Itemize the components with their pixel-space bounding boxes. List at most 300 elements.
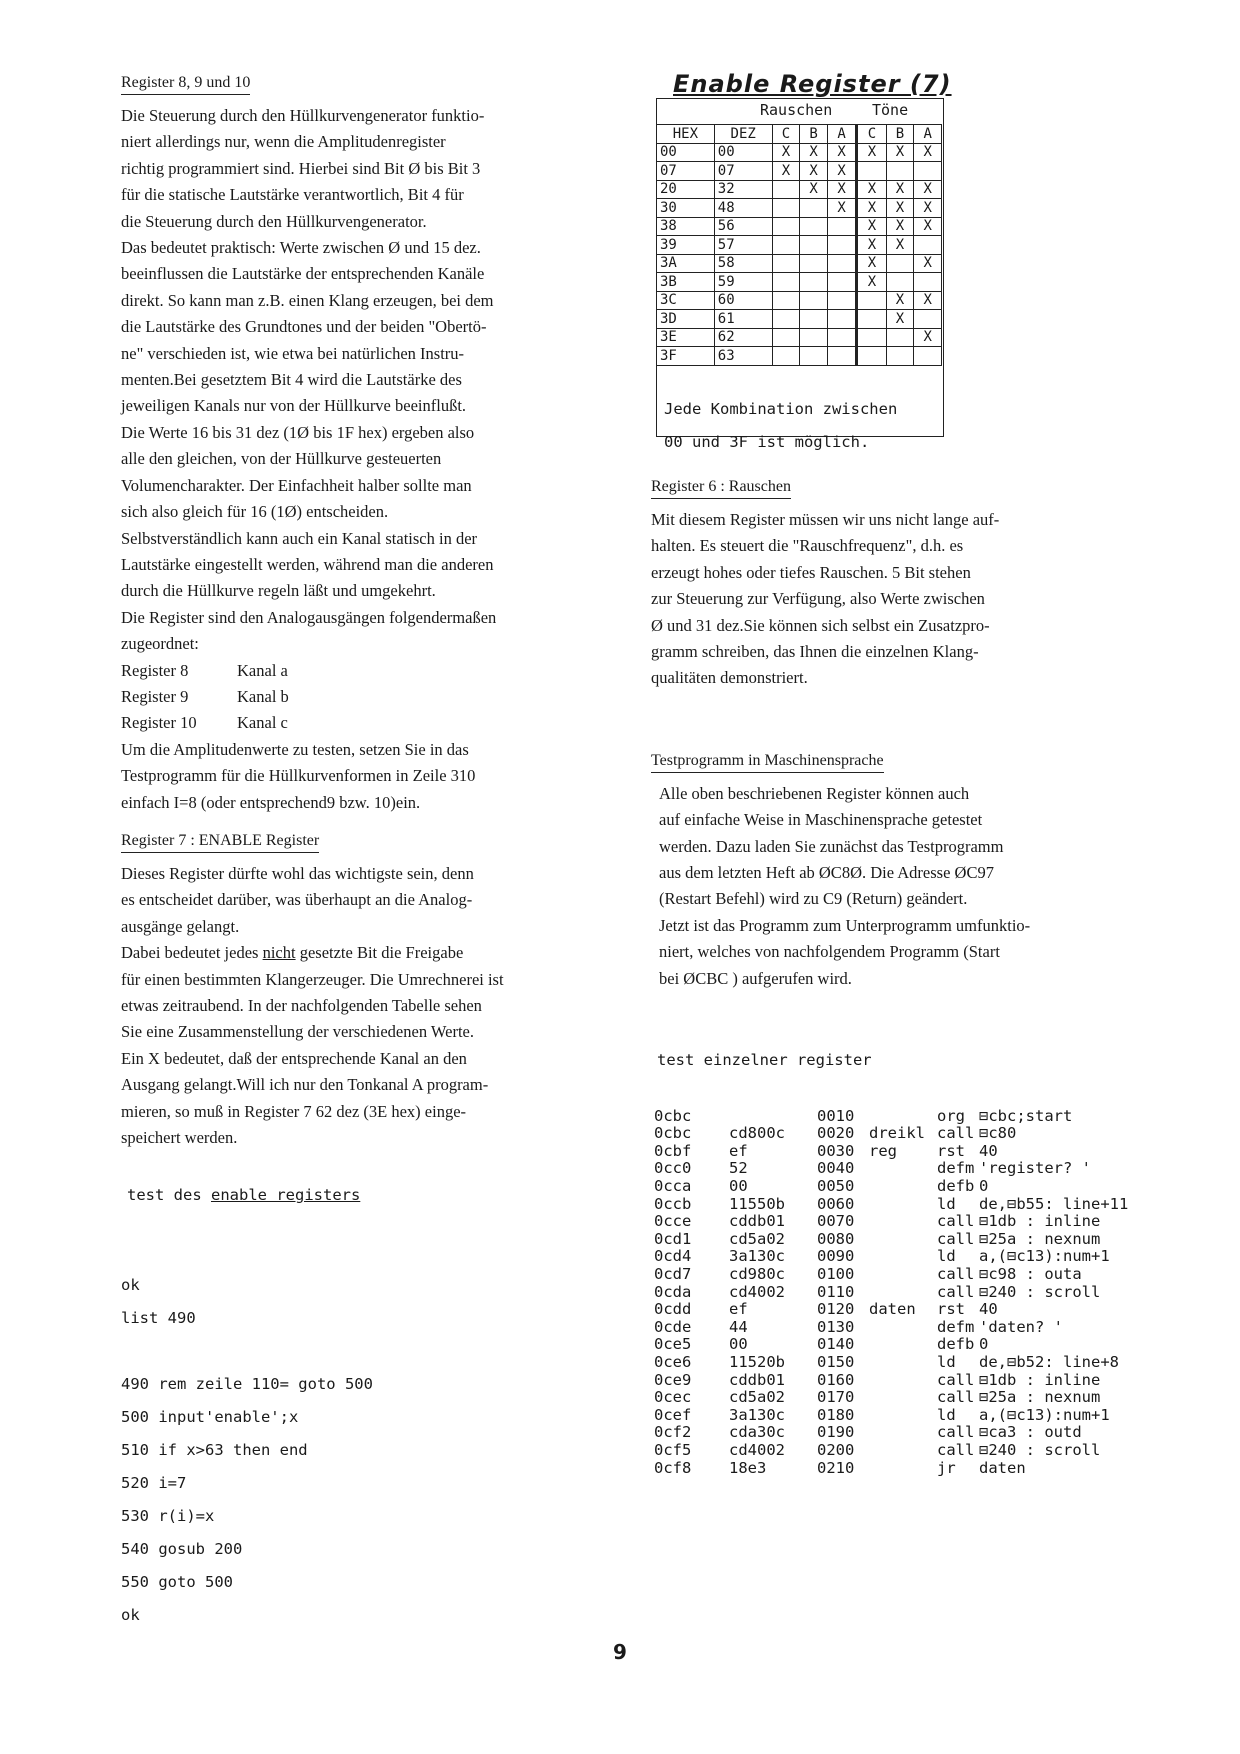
text-line: jeweiligen Kanals nur von der Hüllkurve beeinflußt.	[121, 396, 467, 416]
table-cell	[827, 310, 856, 329]
table-cell: 32	[714, 180, 772, 199]
text-line: Sie eine Zusammenstellung der verschiedenen Werte.	[121, 1022, 474, 1042]
text-line: menten.Bei gesetztem Bit 4 wird die Lautstärke des	[121, 370, 462, 390]
asm-field: dreikl	[869, 1124, 925, 1143]
asm-field: 0cda	[654, 1282, 692, 1301]
asm-line	[654, 1266, 1141, 1284]
table-cell	[857, 328, 886, 347]
text-line: aus dem letzten Heft ab ØC8Ø. Die Adresse ØC97	[659, 863, 994, 883]
asm-field: ⊟ca3 : outd	[979, 1423, 1082, 1442]
text-line: niert, welches von nachfolgendem Programm (Start	[659, 942, 1000, 962]
asm-field: 3a130c	[729, 1405, 785, 1424]
register-name: Register 8	[121, 660, 189, 680]
group-header-tones: Töne	[872, 101, 909, 119]
asm-field: 00	[729, 1335, 748, 1354]
table-cell: X	[886, 143, 914, 162]
table-cell	[914, 310, 942, 329]
text-line: ne" verschieden ist, wie etwa bei natürlichen Instru-	[121, 343, 465, 363]
text-line: speichert werden.	[121, 1128, 238, 1148]
asm-field: cddb01	[729, 1212, 785, 1231]
asm-field: 0	[979, 1335, 989, 1354]
asm-field: 0cd1	[654, 1229, 692, 1248]
register-map-row	[121, 684, 621, 710]
table-cell	[772, 180, 800, 199]
table-cell: X	[886, 217, 914, 236]
table-cell	[857, 310, 886, 329]
table-cell	[772, 347, 800, 366]
table-cell: 20	[657, 180, 715, 199]
table-cell: 62	[714, 328, 772, 347]
asm-field: 'daten? '	[979, 1317, 1063, 1336]
table-cell	[772, 236, 800, 255]
text-line: werden. Dazu laden Sie zunächst das Testprogramm	[659, 836, 1004, 856]
text-line: richtig programmiert sind. Hierbei sind Bit Ø bis Bit 3	[121, 158, 481, 178]
table-cell	[800, 236, 828, 255]
table-header-cell: A	[827, 125, 856, 144]
text-line: Ø und 31 dez.Sie können sich selbst ein Zusatzpro-	[651, 615, 990, 635]
table-header-cell: A	[914, 125, 942, 144]
asm-field: org	[937, 1106, 965, 1125]
text-line: 540 gosub 200	[121, 1540, 243, 1559]
table-cell: 3A	[657, 254, 715, 273]
text-span: gesetzte Bit die Freigabe	[295, 943, 464, 963]
section-heading-register-7: Register 7 : ENABLE Register	[121, 832, 319, 853]
table-row	[657, 162, 942, 181]
table-cell: 61	[714, 310, 772, 329]
asm-field: 0cde	[654, 1317, 692, 1336]
asm-field: defm	[937, 1159, 975, 1178]
asm-field: 40	[979, 1141, 998, 1160]
table-row	[657, 199, 942, 218]
asm-field: 0cd7	[654, 1265, 692, 1284]
table-cell: X	[857, 236, 886, 255]
asm-line	[654, 1213, 1141, 1231]
asm-line	[654, 1108, 1141, 1126]
table-cell: X	[827, 180, 856, 199]
asm-field: 0020	[817, 1124, 855, 1143]
asm-field: 0050	[817, 1177, 855, 1196]
asm-field: ⊟25a : nexnum	[979, 1388, 1101, 1407]
channel-name: Kanal c	[237, 713, 288, 733]
register-channel-map	[121, 658, 621, 737]
table-cell: 39	[657, 236, 715, 255]
asm-field: cd800c	[729, 1124, 785, 1143]
table-cell: 07	[657, 162, 715, 181]
table-cell	[800, 291, 828, 310]
asm-field: 0ce9	[654, 1370, 692, 1389]
asm-field: jr	[937, 1458, 956, 1477]
table-row	[657, 143, 942, 162]
asm-field: call	[937, 1124, 975, 1143]
table-cell	[827, 291, 856, 310]
text-line: Um die Amplitudenwerte zu testen, setzen Sie in das	[121, 739, 469, 759]
table-cell: X	[857, 143, 886, 162]
table-cell	[857, 291, 886, 310]
table-cell	[772, 273, 800, 292]
asm-line	[654, 1143, 1141, 1161]
table-cell: 57	[714, 236, 772, 255]
text-line: ok	[121, 1275, 140, 1294]
asm-line	[654, 1125, 1141, 1143]
asm-field: rst	[937, 1141, 965, 1160]
table-cell	[886, 162, 914, 181]
text-line: für einen bestimmten Klangerzeuger. Die Umrechnerei ist	[121, 969, 504, 989]
table-cell	[827, 273, 856, 292]
channel-name: Kanal a	[237, 660, 288, 680]
register-map-row	[121, 658, 621, 684]
text-line: erzeugt hohes oder tiefes Rauschen. 5 Bit stehen	[651, 562, 971, 582]
text-line: etwas zeitraubend. In der nachfolgenden Tabelle sehen	[121, 996, 482, 1015]
table-cell: 3E	[657, 328, 715, 347]
asm-field: 52	[729, 1159, 748, 1178]
section-body-machine-code	[659, 781, 1141, 992]
asm-title: test einzelner register	[657, 1051, 872, 1070]
table-cell: 3F	[657, 347, 715, 366]
asm-field: 11550b	[729, 1194, 785, 1213]
asm-line	[654, 1389, 1141, 1407]
asm-field: 00	[729, 1177, 748, 1196]
asm-field: 0160	[817, 1370, 855, 1389]
table-cell: 59	[714, 273, 772, 292]
text-line: gramm schreiben, das Ihnen die einzelnen Klang-	[651, 642, 979, 662]
table-cell: 3D	[657, 310, 715, 329]
asm-field: ⊟240 : scroll	[979, 1440, 1101, 1459]
asm-field: 44	[729, 1317, 748, 1336]
table-cell: X	[857, 199, 886, 218]
text-line: niert allerdings nur, wenn die Amplitudenregister	[121, 132, 446, 152]
text-line: Volumencharakter. Der Einfachheit halber sollte man	[121, 475, 472, 495]
table-cell: X	[772, 143, 800, 162]
asm-field: cd4002	[729, 1440, 785, 1459]
table-cell: 48	[714, 199, 772, 218]
table-header-cell: B	[886, 125, 914, 144]
table-header-cell: C	[772, 125, 800, 144]
section-body-register-8-10	[121, 103, 621, 658]
asm-field: defm	[937, 1317, 975, 1336]
table-cell: 3C	[657, 291, 715, 310]
text-line: einfach I=8 (oder entsprechend9 bzw. 10)ein.	[121, 792, 421, 812]
table-cell: 60	[714, 291, 772, 310]
asm-line	[654, 1372, 1141, 1390]
asm-field: call	[937, 1282, 975, 1301]
asm-line	[654, 1319, 1141, 1337]
asm-field: cda30c	[729, 1423, 785, 1442]
table-cell	[772, 291, 800, 310]
asm-field: daten	[869, 1300, 916, 1319]
table-cell	[886, 328, 914, 347]
text-line: auf einfache Weise in Maschinensprache getestet	[659, 810, 983, 830]
asm-field: 40	[979, 1300, 998, 1319]
asm-line	[654, 1178, 1141, 1196]
table-cell	[827, 236, 856, 255]
table-cell: X	[800, 143, 828, 162]
asm-field: cddb01	[729, 1370, 785, 1389]
table-cell	[800, 347, 828, 366]
text-line: Ein X bedeutet, daß der entsprechende Kanal an den	[121, 1048, 467, 1068]
asm-field: cd980c	[729, 1265, 785, 1284]
table-cell	[914, 162, 942, 181]
asm-field: 0080	[817, 1229, 855, 1248]
table-cell	[827, 217, 856, 236]
asm-field: 18e3	[729, 1458, 767, 1477]
section-body-register-6	[651, 507, 1141, 692]
table-cell: 58	[714, 254, 772, 273]
text-line: list 490	[121, 1308, 196, 1327]
asm-field: cd4002	[729, 1282, 785, 1301]
table-header-cell: HEX	[657, 125, 715, 144]
asm-line	[654, 1460, 1141, 1478]
asm-field: ld	[937, 1247, 956, 1266]
text-line: 510 if x>63 then end	[121, 1441, 308, 1459]
text-line: Selbstverständlich kann auch ein Kanal statisch in der	[121, 528, 478, 548]
asm-field: 0cf2	[654, 1423, 692, 1442]
asm-field: ⊟c80	[979, 1124, 1017, 1143]
basic-test-title	[127, 1187, 621, 1205]
table-cell	[800, 217, 828, 236]
asm-field: 0ce5	[654, 1335, 692, 1354]
asm-field: ef	[729, 1141, 748, 1160]
text-line: 530 r(i)=x	[121, 1507, 215, 1526]
table-cell: X	[914, 143, 942, 162]
table-cell: X	[800, 162, 828, 181]
text-line: die Lautstärke des Grundtones und der beiden "Obertö-	[121, 317, 487, 337]
asm-field: de,⊟b52: line+8	[979, 1353, 1119, 1371]
table-cell	[914, 236, 942, 255]
table-cell	[800, 310, 828, 329]
table-cell	[800, 254, 828, 273]
table-cell: X	[857, 180, 886, 199]
table-cell: X	[886, 199, 914, 218]
text-span: test des	[127, 1186, 211, 1205]
text-line: die Steuerung durch den Hüllkurvengenerator.	[121, 211, 427, 231]
enable-register-table	[656, 124, 942, 366]
text-line: Das bedeutet praktisch: Werte zwischen Ø und 15 dez.	[121, 238, 481, 258]
table-row	[657, 347, 942, 366]
asm-field: 0cd4	[654, 1247, 692, 1266]
asm-field: 0cf5	[654, 1440, 692, 1459]
table-cell: 56	[714, 217, 772, 236]
text-line: bei ØCBC ) aufgerufen wird.	[659, 968, 852, 988]
table-cell	[800, 199, 828, 218]
section-body-amplitude-test	[121, 737, 621, 816]
section-body-register-7	[121, 861, 621, 1151]
table-cell	[772, 199, 800, 218]
asm-field: 0170	[817, 1388, 855, 1407]
text-line: Die Register sind den Analogausgängen folgendermaßen	[121, 607, 497, 627]
asm-field: ⊟240 : scroll	[979, 1282, 1101, 1301]
text-line: 520 i=7	[121, 1474, 187, 1493]
enable-table-note	[664, 384, 897, 467]
table-header-cell: DEZ	[714, 125, 772, 144]
asm-field: ⊟cbc;start	[979, 1106, 1073, 1125]
text-line: durch die Hüllkurve regeln läßt und umgekehrt.	[121, 581, 436, 601]
table-cell: 00	[657, 143, 715, 162]
asm-field: cd5a02	[729, 1388, 785, 1407]
asm-field: 0010	[817, 1106, 855, 1125]
text-line	[121, 1343, 621, 1361]
table-cell: X	[886, 291, 914, 310]
asm-line	[654, 1424, 1141, 1442]
table-cell	[827, 328, 856, 347]
asm-field: 0180	[817, 1405, 855, 1424]
asm-field: rst	[937, 1300, 965, 1319]
text-line: Die Steuerung durch den Hüllkurvengenerator funktio-	[121, 106, 485, 125]
table-cell: 00	[714, 143, 772, 162]
text-line: Jede Kombination zwischen	[664, 399, 898, 418]
asm-field: call	[937, 1265, 975, 1284]
asm-field: 0200	[817, 1440, 855, 1459]
table-cell	[772, 254, 800, 273]
asm-field: call	[937, 1212, 975, 1231]
text-line: Ausgang gelangt.Will ich nur den Tonkanal A program-	[121, 1075, 489, 1095]
asm-field: 0cce	[654, 1212, 692, 1231]
text-line: Lautstärke eingestellt werden, während man die anderen	[121, 554, 494, 574]
text-line: 550 goto 500	[121, 1573, 233, 1592]
asm-line	[654, 1284, 1141, 1302]
emphasis-nicht: nicht	[262, 943, 296, 963]
asm-field: 'register? '	[979, 1159, 1091, 1178]
table-cell: X	[857, 273, 886, 292]
asm-field: cd5a02	[729, 1229, 785, 1248]
asm-line	[654, 1354, 1141, 1372]
text-line: für die statische Lautstärke verantwortlich, Bit 4 für	[121, 185, 464, 205]
basic-test-title-underlined: enable registers	[211, 1186, 361, 1205]
table-cell: X	[886, 180, 914, 199]
table-cell: X	[914, 291, 942, 310]
table-row	[657, 273, 942, 292]
asm-line	[654, 1301, 1141, 1319]
asm-field: ld	[937, 1353, 956, 1371]
asm-field: 0070	[817, 1212, 855, 1231]
table-cell: X	[800, 180, 828, 199]
asm-field: 0cef	[654, 1405, 692, 1424]
asm-field: 0cf8	[654, 1458, 692, 1477]
right-column	[651, 476, 1141, 1477]
table-cell	[772, 310, 800, 329]
table-cell: X	[857, 217, 886, 236]
table-row	[657, 236, 942, 255]
text-line: qualitäten demonstriert.	[651, 668, 808, 688]
table-cell: X	[886, 310, 914, 329]
table-cell: X	[914, 328, 942, 347]
asm-field: 0	[979, 1177, 989, 1196]
register-map-row	[121, 710, 621, 736]
table-cell: X	[772, 162, 800, 181]
text-span: Dabei bedeutet jedes	[121, 943, 263, 963]
text-line: halten. Es steuert die "Rauschfrequenz", d.h. es	[651, 536, 964, 556]
table-cell	[800, 273, 828, 292]
asm-field: ef	[729, 1300, 748, 1319]
section-heading-register-8-10: Register 8, 9 und 10	[121, 74, 250, 95]
table-header-cell: C	[857, 125, 886, 144]
asm-line	[654, 1231, 1141, 1249]
table-cell	[857, 162, 886, 181]
asm-field: 0cbc	[654, 1106, 692, 1125]
left-column	[121, 72, 621, 1641]
asm-field: 0ccb	[654, 1194, 692, 1213]
asm-field: 0cca	[654, 1177, 692, 1196]
asm-line	[654, 1407, 1141, 1425]
asm-field: call	[937, 1440, 975, 1459]
asm-field: ⊟25a : nexnum	[979, 1229, 1101, 1248]
table-row	[657, 328, 942, 347]
table-row	[657, 254, 942, 273]
table-cell	[800, 328, 828, 347]
asm-field: call	[937, 1388, 975, 1407]
asm-field: a,(⊟c13):num+1	[979, 1405, 1110, 1424]
asm-field: 3a130c	[729, 1247, 785, 1266]
table-cell: X	[857, 254, 886, 273]
table-cell: 63	[714, 347, 772, 366]
table-cell	[827, 254, 856, 273]
text-line: direkt. So kann man z.B. einen Klang erzeugen, bei dem	[121, 290, 494, 310]
text-line: ok	[121, 1606, 140, 1625]
table-cell: X	[914, 180, 942, 199]
section-heading-register-6: Register 6 : Rauschen	[651, 478, 791, 499]
table-cell	[886, 347, 914, 366]
text-line: Dieses Register dürfte wohl das wichtigste sein, denn	[121, 863, 474, 883]
text-line: zur Steuerung zur Verfügung, also Werte zwischen	[651, 589, 985, 609]
table-cell: X	[914, 217, 942, 236]
text-line: zugeordnet:	[121, 634, 199, 654]
asm-field: ⊟c98 : outa	[979, 1265, 1082, 1284]
asm-field: 0120	[817, 1300, 855, 1319]
asm-field: 0ce6	[654, 1353, 692, 1371]
asm-field: call	[937, 1229, 975, 1248]
table-cell: 30	[657, 199, 715, 218]
asm-field: de,⊟b55: line+11	[979, 1194, 1129, 1213]
table-cell	[857, 347, 886, 366]
asm-field: 0100	[817, 1265, 855, 1284]
text-line: Alle oben beschriebenen Register können auch	[659, 783, 970, 803]
asm-field: 0030	[817, 1141, 855, 1160]
asm-field: ⊟1db : inline	[979, 1370, 1101, 1389]
table-header-cell: B	[800, 125, 828, 144]
asm-field: daten	[979, 1458, 1026, 1477]
text-line: 500 input'enable';x	[121, 1407, 299, 1426]
text-line: 490 rem zeile 110= goto 500	[121, 1374, 373, 1393]
asm-line	[654, 1336, 1141, 1354]
text-line: Testprogramm für die Hüllkurvenformen in Zeile 310	[121, 766, 476, 786]
text-line: mieren, so muß in Register 7 62 dez (3E hex) einge-	[121, 1101, 467, 1121]
table-header-row	[657, 125, 942, 144]
asm-field: 0150	[817, 1353, 855, 1371]
table-row	[657, 217, 942, 236]
text-line: es entscheidet darüber, was überhaupt an die Analog-	[121, 890, 473, 910]
group-header-noise: Rauschen	[760, 101, 833, 119]
asm-field: ld	[937, 1194, 956, 1213]
table-cell: 07	[714, 162, 772, 181]
asm-line	[654, 1196, 1141, 1214]
section-heading-machine-code: Testprogramm in Maschinensprache	[651, 752, 884, 773]
asm-field: 0210	[817, 1458, 855, 1477]
register-name: Register 9	[121, 686, 189, 706]
table-cell	[772, 217, 800, 236]
text-line: (Restart Befehl) wird zu C9 (Return) geändert.	[659, 889, 968, 909]
table-cell: X	[914, 254, 942, 273]
text-line: 00 und 3F ist möglich.	[664, 433, 870, 451]
text-line: ausgänge gelangt.	[121, 916, 240, 936]
asm-field: 0cc0	[654, 1159, 692, 1178]
table-cell	[914, 347, 942, 366]
asm-field: reg	[869, 1141, 897, 1160]
text-line: sich also gleich für 16 (1Ø) entscheiden.	[121, 502, 389, 522]
enable-table-title: Enable Register (7)	[673, 70, 952, 98]
asm-field: 0130	[817, 1317, 855, 1336]
table-cell	[772, 328, 800, 347]
assembler-listing	[654, 1108, 1141, 1477]
table-cell: X	[914, 199, 942, 218]
